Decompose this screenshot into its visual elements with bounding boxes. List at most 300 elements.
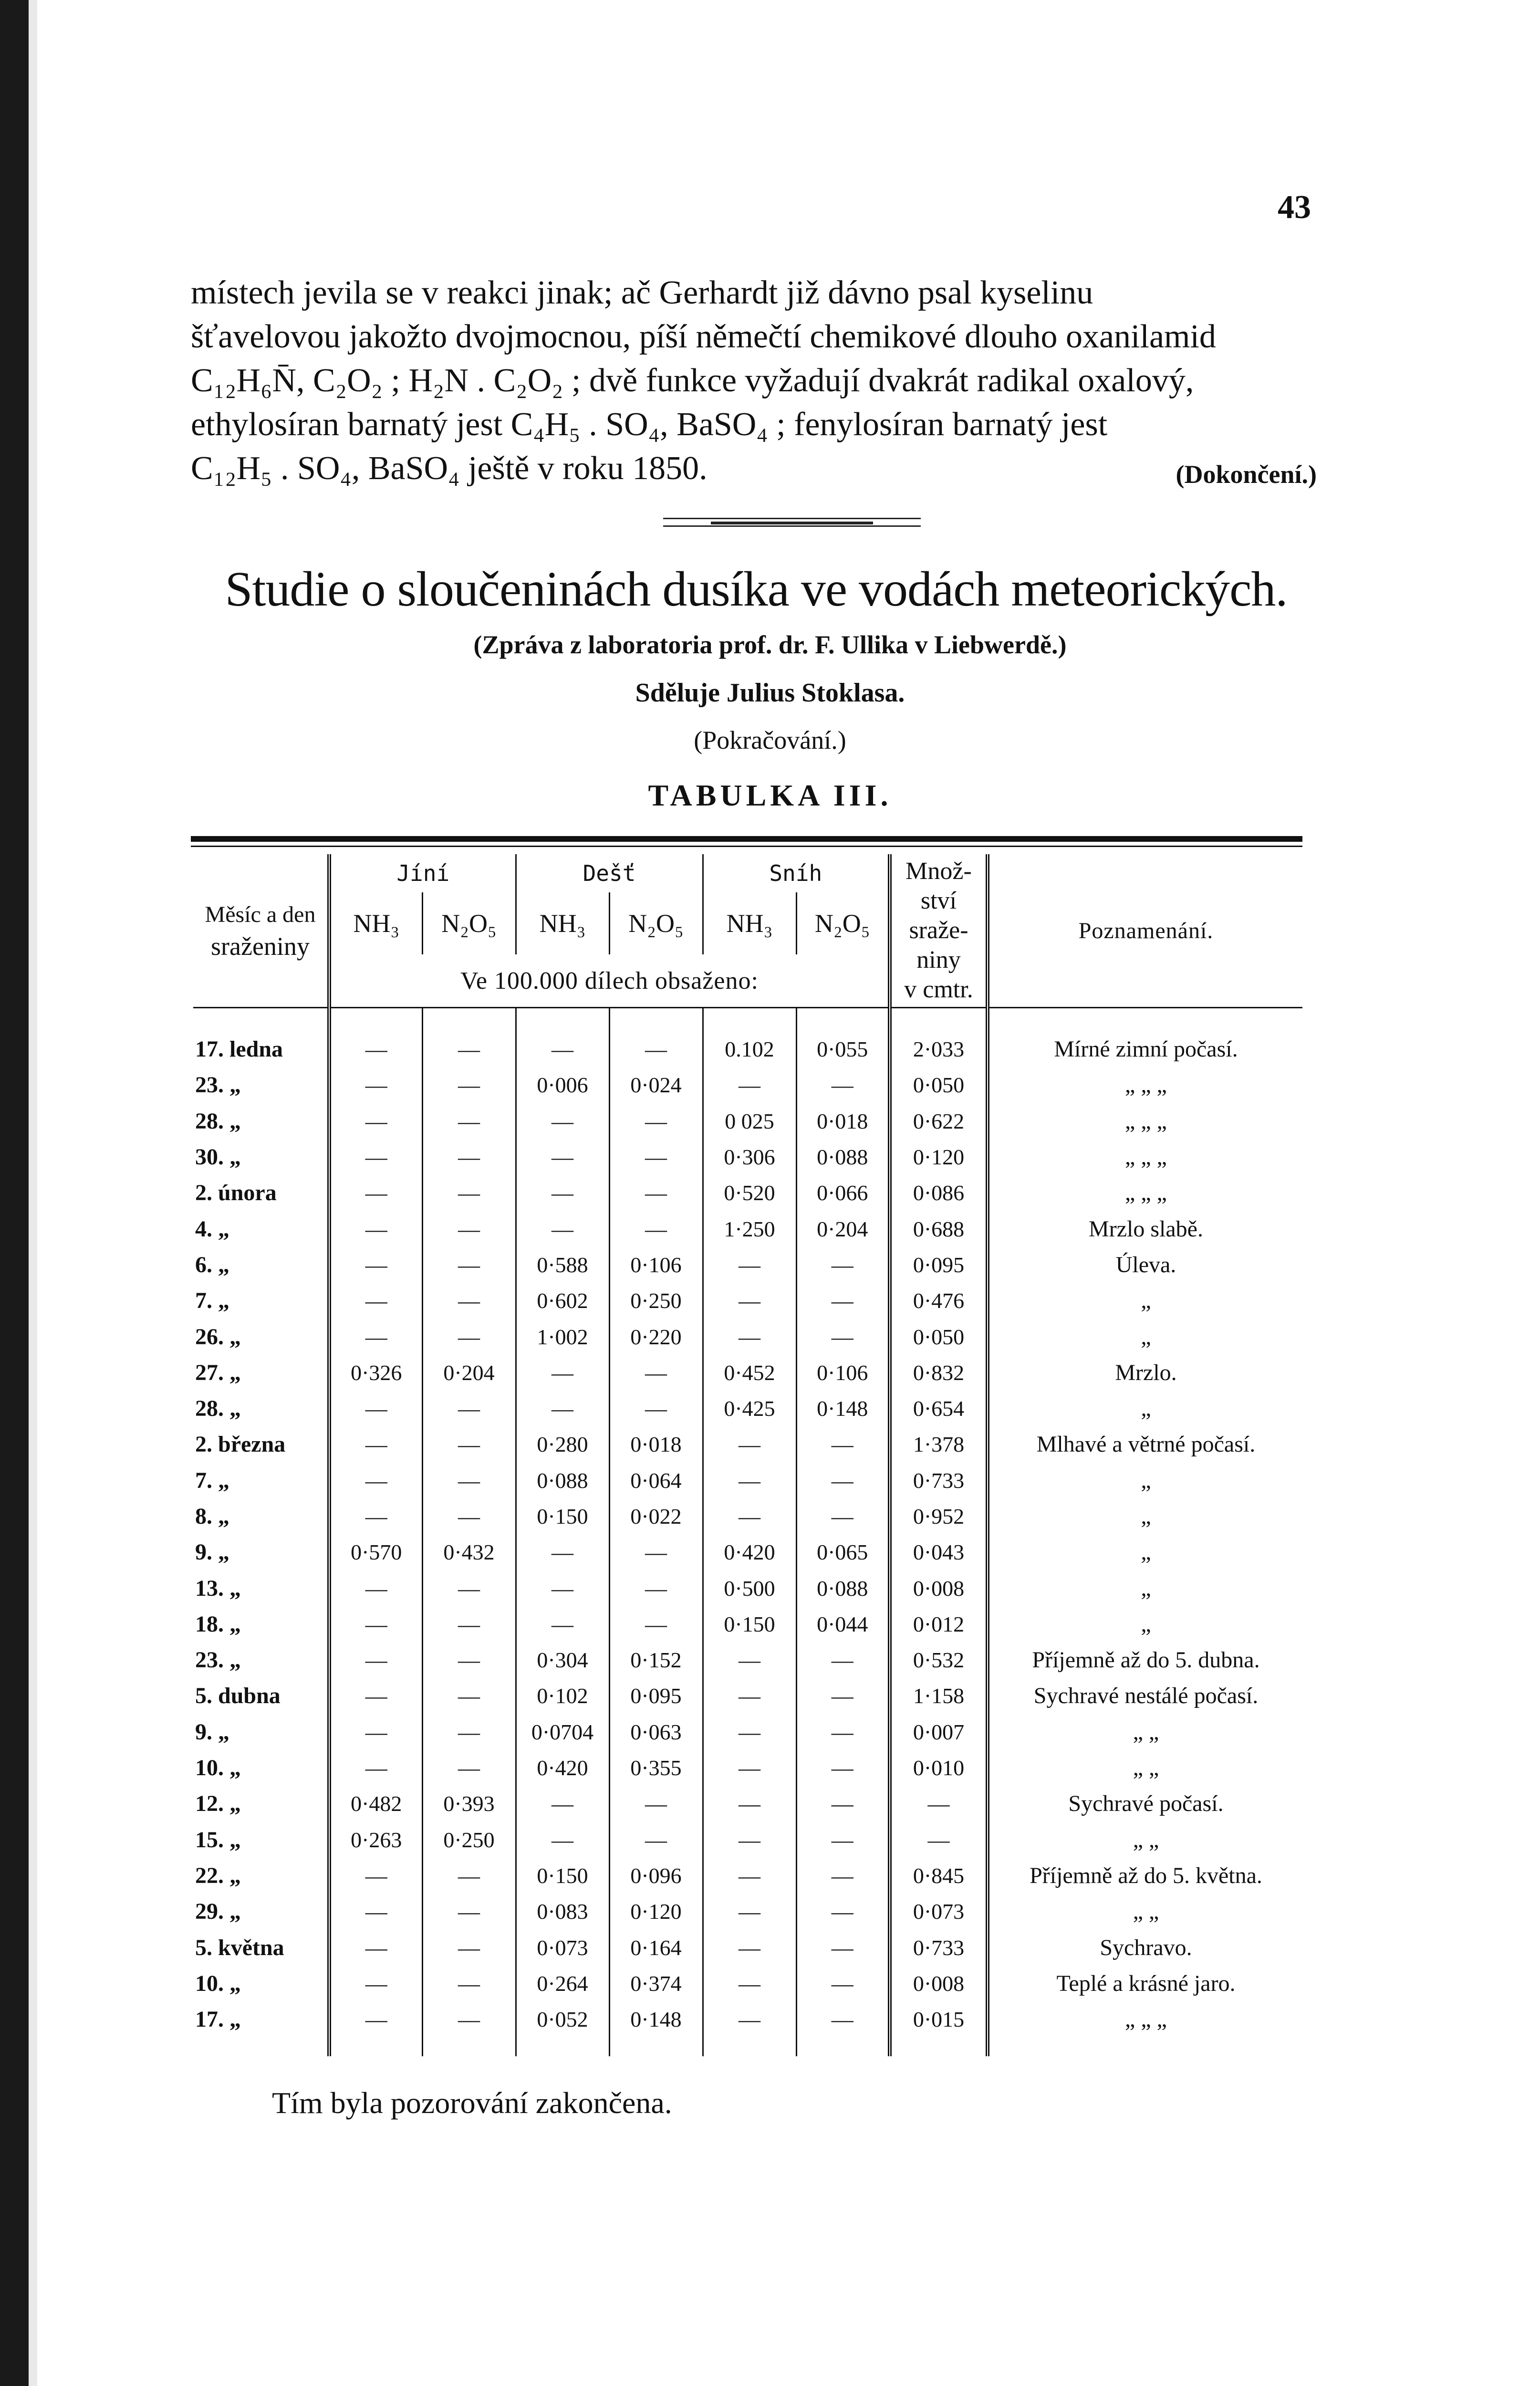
cell-note: Mrzlo. <box>988 1355 1302 1391</box>
cell-rime-n2o5: — <box>422 1211 516 1246</box>
cell-date: 22. „ <box>193 1858 329 1894</box>
cell-amount: 0·733 <box>890 1929 988 1965</box>
cell-date: 7. „ <box>193 1283 329 1319</box>
cell-rain-nh3: — <box>516 1175 609 1211</box>
cell-rime-n2o5: — <box>422 1463 516 1498</box>
cell-rain-nh3: — <box>516 1391 609 1426</box>
cell-amount: 0·050 <box>890 1319 988 1354</box>
table-row <box>193 1498 1302 1534</box>
cell-rime-n2o5: — <box>422 1283 516 1319</box>
cell-date: 7. „ <box>193 1463 329 1498</box>
cell-snow-n2o5: 0·018 <box>796 1103 890 1139</box>
cell-amount: 0·015 <box>890 2001 988 2037</box>
group-header-snow: Sníh <box>703 854 890 892</box>
cell-note: Mrzlo slabě. <box>988 1211 1302 1246</box>
cell-rain-n2o5: 0·106 <box>609 1247 703 1283</box>
cell-rime-n2o5: — <box>422 1606 516 1642</box>
separator-line <box>663 525 921 527</box>
cell-rime-nh3: — <box>329 1929 422 1965</box>
cell-note: „ <box>988 1391 1302 1426</box>
cell-rime-n2o5: — <box>422 1103 516 1139</box>
table-top-rule-thin <box>191 846 1302 847</box>
paragraph-line: C₁₂H₆N̄, C₂O₂ ; H₂N . C₂O₂ ; dvě funkce vyžadují dvakrát radikal oxalový, <box>191 362 1194 399</box>
cell-rime-nh3: — <box>329 1966 422 2001</box>
cell-snow-nh3: — <box>703 1822 796 1858</box>
cell-date: 5. dubna <box>193 1678 329 1714</box>
cell-note: „ <box>988 1283 1302 1319</box>
cell-rime-nh3: — <box>329 1642 422 1678</box>
cell-rime-n2o5: — <box>422 2001 516 2037</box>
table-tail <box>193 2037 1302 2056</box>
cell-amount: 0·120 <box>890 1139 988 1175</box>
cell-rime-nh3: — <box>329 1570 422 1606</box>
cell-snow-n2o5: — <box>796 1858 890 1894</box>
cell-rain-n2o5: 0·164 <box>609 1929 703 1965</box>
cell-snow-nh3: — <box>703 1642 796 1678</box>
cell-rime-n2o5: — <box>422 1498 516 1534</box>
table-row <box>193 2001 1302 2037</box>
cell-date: 18. „ <box>193 1606 329 1642</box>
table-row <box>193 1642 1302 1678</box>
cell-rain-nh3: 0·150 <box>516 1498 609 1534</box>
cell-rain-nh3: — <box>516 1786 609 1821</box>
cell-rime-nh3: — <box>329 1463 422 1498</box>
table-tail-cell <box>988 2037 1302 2056</box>
sub-header-nh3: NH₃ <box>516 892 609 954</box>
cell-date: 5. května <box>193 1929 329 1965</box>
cell-amount: 0·832 <box>890 1355 988 1391</box>
table-row <box>193 1894 1302 1929</box>
cell-rain-n2o5: — <box>609 1606 703 1642</box>
cell-note: „ „ <box>988 1714 1302 1750</box>
cell-amount: 0·733 <box>890 1463 988 1498</box>
cell-amount: — <box>890 1786 988 1821</box>
data-table <box>193 854 1302 2056</box>
cell-rain-nh3: — <box>516 1211 609 1246</box>
cell-note: „ „ „ <box>988 1139 1302 1175</box>
end-note: (Dokončení.) <box>1176 460 1317 489</box>
cell-snow-nh3: — <box>703 1463 796 1498</box>
cell-snow-n2o5: — <box>796 1678 890 1714</box>
cell-note: „ <box>988 1606 1302 1642</box>
cell-date: 15. „ <box>193 1822 329 1858</box>
cell-snow-n2o5: — <box>796 1498 890 1534</box>
table-title: TABULKA III. <box>648 778 892 812</box>
cell-date: 29. „ <box>193 1894 329 1929</box>
cell-rime-n2o5: — <box>422 1067 516 1103</box>
cell-rime-n2o5: 0·432 <box>422 1534 516 1570</box>
amount-header-line: v cmtr. <box>904 976 973 1003</box>
cell-date: 26. „ <box>193 1319 329 1354</box>
cell-amount: — <box>890 1822 988 1858</box>
cell-amount: 1·158 <box>890 1678 988 1714</box>
cell-rain-nh3: 0·602 <box>516 1283 609 1319</box>
table-row <box>193 1463 1302 1498</box>
table-tail-cell <box>422 2037 516 2056</box>
table-row <box>193 1606 1302 1642</box>
cell-snow-nh3: — <box>703 1929 796 1965</box>
table-row <box>193 1103 1302 1139</box>
cell-snow-n2o5: 0·088 <box>796 1139 890 1175</box>
cell-rime-nh3: — <box>329 1606 422 1642</box>
cell-rain-nh3: — <box>516 1139 609 1175</box>
cell-rime-nh3: — <box>329 1391 422 1426</box>
cell-snow-n2o5: — <box>796 1642 890 1678</box>
table-row <box>193 1319 1302 1354</box>
cell-note: Mlhavé a větrné počasí. <box>988 1426 1302 1462</box>
cell-rime-n2o5: — <box>422 1031 516 1067</box>
cell-snow-n2o5: — <box>796 2001 890 2037</box>
cell-rain-n2o5: — <box>609 1822 703 1858</box>
cell-date: 9. „ <box>193 1714 329 1750</box>
cell-snow-nh3: 0·520 <box>703 1175 796 1211</box>
page-number: 43 <box>1278 189 1311 226</box>
cell-snow-nh3: — <box>703 1678 796 1714</box>
sub-header-n2o5: N₂O₅ <box>796 892 890 954</box>
cell-rain-nh3: 0·264 <box>516 1966 609 2001</box>
table-row <box>193 1067 1302 1103</box>
cell-rain-nh3: 0·304 <box>516 1642 609 1678</box>
cell-note: „ <box>988 1570 1302 1606</box>
month-header-line: sraženiny <box>211 932 310 961</box>
paragraph-last-line <box>191 447 1317 491</box>
cell-snow-n2o5: — <box>796 1786 890 1821</box>
month-header <box>193 854 329 1008</box>
cell-rime-n2o5: — <box>422 1714 516 1750</box>
cell-snow-n2o5: 0·204 <box>796 1211 890 1246</box>
cell-snow-n2o5: 0·106 <box>796 1355 890 1391</box>
cell-amount: 0·688 <box>890 1211 988 1246</box>
cell-date: 12. „ <box>193 1786 329 1821</box>
cell-rime-nh3: — <box>329 1714 422 1750</box>
table-body <box>193 1031 1302 2056</box>
amount-header-line: sraže- <box>909 917 968 944</box>
cell-rain-n2o5: 0·148 <box>609 2001 703 2037</box>
cell-snow-nh3: — <box>703 1426 796 1462</box>
cell-amount: 0·043 <box>890 1534 988 1570</box>
cell-date: 17. „ <box>193 2001 329 2037</box>
cell-rime-n2o5: — <box>422 1570 516 1606</box>
cell-snow-n2o5: — <box>796 1426 890 1462</box>
cell-note: Teplé a krásné jaro. <box>988 1966 1302 2001</box>
amount-header <box>890 854 988 1008</box>
table-row <box>193 1786 1302 1821</box>
cell-rain-n2o5: — <box>609 1031 703 1067</box>
cell-date: 4. „ <box>193 1211 329 1246</box>
cell-amount: 0·012 <box>890 1606 988 1642</box>
cell-note: Sychravo. <box>988 1929 1302 1965</box>
cell-rime-nh3: — <box>329 2001 422 2037</box>
cell-amount: 0·008 <box>890 1966 988 2001</box>
table-row <box>193 1139 1302 1175</box>
cell-rime-n2o5: — <box>422 1894 516 1929</box>
sub-header-n2o5: N₂O₅ <box>609 892 703 954</box>
section-separator <box>663 518 921 526</box>
cell-amount: 0·095 <box>890 1247 988 1283</box>
cell-rain-nh3: 0·150 <box>516 1858 609 1894</box>
report-source: (Zpráva z laboratoria prof. dr. F. Ullika v Liebwerdě.) <box>473 630 1067 659</box>
month-header-line: Měsíc a den <box>205 902 316 927</box>
cell-snow-n2o5: — <box>796 1822 890 1858</box>
cell-rain-nh3: — <box>516 1103 609 1139</box>
cell-rime-nh3: — <box>329 1319 422 1354</box>
cell-date: 2. února <box>193 1175 329 1211</box>
cell-rime-nh3: — <box>329 1678 422 1714</box>
cell-rain-nh3: — <box>516 1031 609 1067</box>
cell-amount: 0·007 <box>890 1714 988 1750</box>
table-row <box>193 1426 1302 1462</box>
table-row <box>193 1822 1302 1858</box>
cell-snow-n2o5: — <box>796 1067 890 1103</box>
cell-rime-n2o5: — <box>422 1426 516 1462</box>
cell-rime-nh3: — <box>329 1211 422 1246</box>
cell-rain-n2o5: 0·355 <box>609 1750 703 1786</box>
cell-snow-nh3: — <box>703 1786 796 1821</box>
cell-snow-nh3: — <box>703 1067 796 1103</box>
cell-rain-nh3: 0·073 <box>516 1929 609 1965</box>
table-row <box>193 1966 1302 2001</box>
notes-header: Poznamenání. <box>988 854 1302 1008</box>
cell-rain-n2o5: — <box>609 1570 703 1606</box>
table-row <box>193 1858 1302 1894</box>
separator-line <box>711 522 873 524</box>
cell-date: 13. „ <box>193 1570 329 1606</box>
cell-rain-n2o5: — <box>609 1211 703 1246</box>
paragraph-line: C₁₂H₅ . SO₄, BaSO₄ ještě v roku 1850. <box>191 450 708 487</box>
cell-rain-nh3: 0·102 <box>516 1678 609 1714</box>
cell-amount: 0·050 <box>890 1067 988 1103</box>
cell-amount: 0·952 <box>890 1498 988 1534</box>
group-header-rain: Dešť <box>516 854 703 892</box>
cell-rime-nh3: — <box>329 1247 422 1283</box>
closing-sentence: Tím byla pozorování zakončena. <box>272 2086 672 2120</box>
cell-rime-nh3: — <box>329 1498 422 1534</box>
table-row <box>193 1714 1302 1750</box>
table-row <box>193 1750 1302 1786</box>
cell-rain-n2o5: 0·064 <box>609 1463 703 1498</box>
cell-date: 28. „ <box>193 1391 329 1426</box>
cell-snow-n2o5: 0·148 <box>796 1391 890 1426</box>
cell-snow-nh3: — <box>703 1714 796 1750</box>
cell-rain-n2o5: 0·374 <box>609 1966 703 2001</box>
table-tail-cell <box>329 2037 422 2056</box>
cell-rime-nh3: — <box>329 1283 422 1319</box>
cell-rime-n2o5: — <box>422 1391 516 1426</box>
cell-note: „ „ <box>988 1822 1302 1858</box>
cell-rain-n2o5: 0·220 <box>609 1319 703 1354</box>
cell-snow-n2o5: 0·088 <box>796 1570 890 1606</box>
cell-amount: 0·622 <box>890 1103 988 1139</box>
table-row <box>193 1678 1302 1714</box>
cell-snow-n2o5: — <box>796 1929 890 1965</box>
cell-rime-n2o5: — <box>422 1858 516 1894</box>
cell-rime-n2o5: — <box>422 1678 516 1714</box>
table-row <box>193 1283 1302 1319</box>
book-spine-edge <box>29 0 37 2386</box>
cell-rain-n2o5: 0·250 <box>609 1283 703 1319</box>
cell-date: 23. „ <box>193 1642 329 1678</box>
cell-rain-n2o5: 0·152 <box>609 1642 703 1678</box>
cell-rime-n2o5: 0·393 <box>422 1786 516 1821</box>
cell-amount: 0·010 <box>890 1750 988 1786</box>
cell-amount: 0·476 <box>890 1283 988 1319</box>
cell-date: 8. „ <box>193 1498 329 1534</box>
cell-rain-nh3: 0·083 <box>516 1894 609 1929</box>
cell-note: Mírné zimní počasí. <box>988 1031 1302 1067</box>
cell-rime-nh3: 0·263 <box>329 1822 422 1858</box>
amount-header-line: Množ- <box>905 858 972 885</box>
cell-rain-n2o5: 0·024 <box>609 1067 703 1103</box>
cell-rime-n2o5: — <box>422 1175 516 1211</box>
cell-snow-nh3: — <box>703 1319 796 1354</box>
table-row <box>193 1570 1302 1606</box>
cell-rime-n2o5: — <box>422 1966 516 2001</box>
cell-rain-n2o5: 0·095 <box>609 1678 703 1714</box>
cell-note: „ „ <box>988 1750 1302 1786</box>
cell-snow-nh3: — <box>703 1894 796 1929</box>
book-spine-shadow <box>0 0 29 2386</box>
cell-snow-n2o5: 0·055 <box>796 1031 890 1067</box>
sub-header-n2o5: N₂O₅ <box>422 892 516 954</box>
cell-rain-n2o5: 0·022 <box>609 1498 703 1534</box>
cell-snow-n2o5: — <box>796 1463 890 1498</box>
cell-rain-n2o5: — <box>609 1175 703 1211</box>
cell-rain-nh3: 0·088 <box>516 1463 609 1498</box>
cell-date: 23. „ <box>193 1067 329 1103</box>
paragraph-line: šťavelovou jakožto dvojmocnou, píší němečtí chemikové dlouho oxanilamid <box>191 318 1216 355</box>
cell-note: „ „ <box>988 1894 1302 1929</box>
cell-note: „ <box>988 1498 1302 1534</box>
cell-rain-n2o5: — <box>609 1786 703 1821</box>
cell-rime-nh3: — <box>329 1139 422 1175</box>
cell-rime-n2o5: — <box>422 1139 516 1175</box>
cell-snow-nh3: — <box>703 1858 796 1894</box>
cell-date: 30. „ <box>193 1139 329 1175</box>
cell-snow-nh3: — <box>703 1283 796 1319</box>
cell-rain-nh3: 0·420 <box>516 1750 609 1786</box>
cell-snow-n2o5: — <box>796 1283 890 1319</box>
author-line: Sděluje Julius Stoklasa. <box>635 678 905 708</box>
cell-date: 28. „ <box>193 1103 329 1139</box>
separator-line <box>663 518 921 519</box>
cell-date: 6. „ <box>193 1247 329 1283</box>
cell-rain-nh3: 0·0704 <box>516 1714 609 1750</box>
cell-snow-n2o5: — <box>796 1966 890 2001</box>
cell-snow-n2o5: 0·065 <box>796 1534 890 1570</box>
table-row <box>193 1031 1302 1067</box>
continued-note: (Pokračování.) <box>694 726 846 754</box>
table-row <box>193 1534 1302 1570</box>
article-title: Studie o sloučeninách dusíka ve vodách meteorických. <box>225 562 1288 617</box>
cell-date: 10. „ <box>193 1750 329 1786</box>
cell-amount: 0·845 <box>890 1858 988 1894</box>
paragraph-line: místech jevila se v reakci jinak; ač Gerhardt již dávno psal kyselinu <box>191 274 1093 311</box>
cell-rain-n2o5: — <box>609 1103 703 1139</box>
cell-note: Příjemně až do 5. dubna. <box>988 1642 1302 1678</box>
cell-note: Úleva. <box>988 1247 1302 1283</box>
table-row <box>193 1391 1302 1426</box>
cell-rime-nh3: — <box>329 1426 422 1462</box>
cell-date: 9. „ <box>193 1534 329 1570</box>
cell-rain-n2o5: — <box>609 1355 703 1391</box>
table-row <box>193 1355 1302 1391</box>
cell-snow-nh3: 0 025 <box>703 1103 796 1139</box>
cell-snow-nh3: — <box>703 1498 796 1534</box>
cell-rime-n2o5: — <box>422 1750 516 1786</box>
cell-rain-n2o5: — <box>609 1139 703 1175</box>
cell-rime-nh3: — <box>329 1894 422 1929</box>
cell-snow-n2o5: 0·066 <box>796 1175 890 1211</box>
cell-rain-n2o5: 0·096 <box>609 1858 703 1894</box>
cell-rime-n2o5: — <box>422 1642 516 1678</box>
cell-snow-n2o5: — <box>796 1714 890 1750</box>
table-row <box>193 1175 1302 1211</box>
cell-date: 17. ledna <box>193 1031 329 1067</box>
table-top-rule <box>191 836 1302 842</box>
table-tail-cell <box>516 2037 609 2056</box>
cell-rain-n2o5: — <box>609 1391 703 1426</box>
cell-snow-nh3: — <box>703 2001 796 2037</box>
cell-amount: 0·532 <box>890 1642 988 1678</box>
cell-amount: 0·008 <box>890 1570 988 1606</box>
cell-rime-nh3: — <box>329 1067 422 1103</box>
cell-snow-nh3: 0·420 <box>703 1534 796 1570</box>
amount-header-line: niny <box>916 946 961 973</box>
cell-snow-nh3: 0·306 <box>703 1139 796 1175</box>
cell-rain-nh3: — <box>516 1606 609 1642</box>
cell-snow-nh3: 1·250 <box>703 1211 796 1246</box>
cell-snow-nh3: — <box>703 1750 796 1786</box>
cell-rime-n2o5: — <box>422 1319 516 1354</box>
cell-rime-nh3: 0·570 <box>329 1534 422 1570</box>
cell-rain-nh3: 1·002 <box>516 1319 609 1354</box>
cell-rime-nh3: — <box>329 1750 422 1786</box>
cell-rain-nh3: — <box>516 1534 609 1570</box>
cell-snow-nh3: 0·452 <box>703 1355 796 1391</box>
cell-amount: 0·086 <box>890 1175 988 1211</box>
cell-rain-nh3: — <box>516 1570 609 1606</box>
cell-note: „ „ „ <box>988 2001 1302 2037</box>
table-tail-cell <box>890 2037 988 2056</box>
table-tail-cell <box>193 2037 329 2056</box>
cell-rime-n2o5: 0·250 <box>422 1822 516 1858</box>
table-tail-cell <box>703 2037 796 2056</box>
cell-note: „ „ „ <box>988 1067 1302 1103</box>
cell-rain-n2o5: 0·063 <box>609 1714 703 1750</box>
cell-note: „ „ „ <box>988 1103 1302 1139</box>
amount-header-line: ství <box>920 887 957 914</box>
cell-note: „ <box>988 1463 1302 1498</box>
table-tail-cell <box>796 2037 890 2056</box>
group-header-rime: Jíní <box>329 854 516 892</box>
cell-rime-n2o5: 0·204 <box>422 1355 516 1391</box>
cell-rime-nh3: 0·482 <box>329 1786 422 1821</box>
cell-snow-nh3: — <box>703 1966 796 2001</box>
cell-date: 2. března <box>193 1426 329 1462</box>
cell-snow-nh3: 0.102 <box>703 1031 796 1067</box>
units-header: Ve 100.000 dílech obsaženo: <box>329 954 890 1008</box>
cell-rime-nh3: — <box>329 1103 422 1139</box>
cell-snow-n2o5: — <box>796 1319 890 1354</box>
cell-snow-nh3: 0·150 <box>703 1606 796 1642</box>
cell-rain-n2o5: 0·120 <box>609 1894 703 1929</box>
table-tail-cell <box>609 2037 703 2056</box>
cell-rain-nh3: — <box>516 1355 609 1391</box>
cell-rain-n2o5: 0·018 <box>609 1426 703 1462</box>
cell-rime-n2o5: — <box>422 1247 516 1283</box>
cell-snow-nh3: 0·500 <box>703 1570 796 1606</box>
cell-note: „ „ „ <box>988 1175 1302 1211</box>
